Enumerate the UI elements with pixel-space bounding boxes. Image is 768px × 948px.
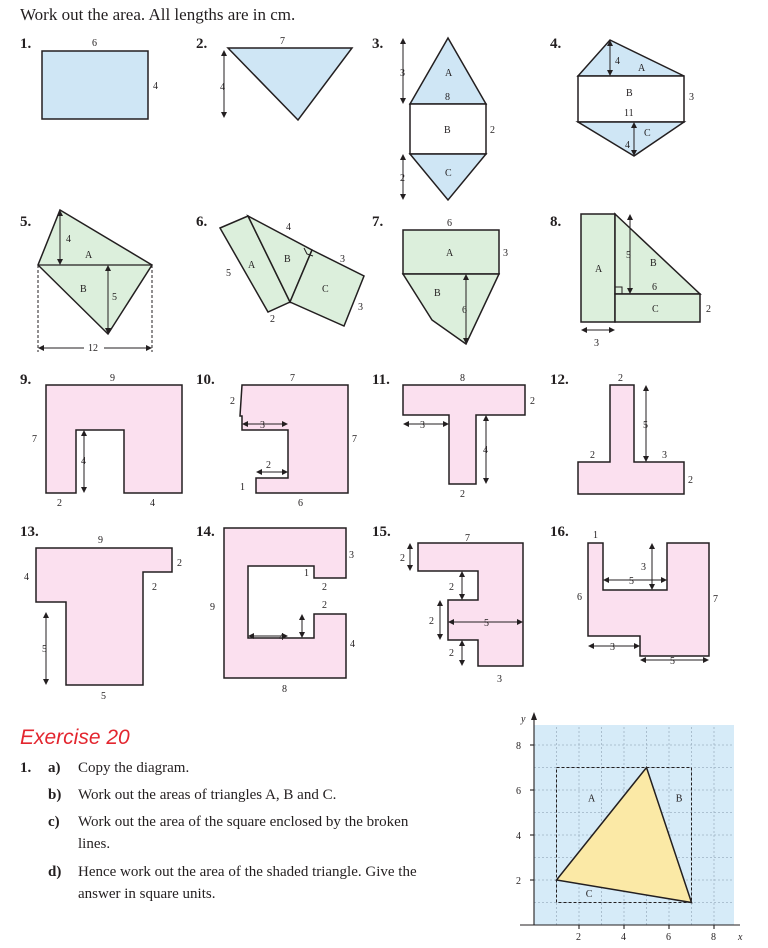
question-number: 6.: [196, 214, 208, 230]
triangle-b: [403, 274, 499, 344]
x-tick-label: 4: [621, 932, 626, 943]
width-label: 5: [484, 618, 489, 629]
question-number: 9.: [20, 372, 32, 388]
length-label: 2: [152, 582, 157, 593]
length-label: 3: [358, 302, 363, 313]
height-label: 5: [112, 292, 117, 303]
question-number: 11.: [372, 372, 390, 388]
length-label: 2: [460, 489, 465, 500]
region-label: C: [322, 284, 329, 295]
length-label: 1: [304, 568, 309, 579]
length-label: 7: [290, 373, 295, 384]
region-label: B: [650, 258, 657, 269]
t-shape: [403, 385, 525, 484]
region-label: C: [445, 168, 452, 179]
question-16: [550, 524, 718, 667]
c-shape: [240, 385, 348, 493]
question-number: 4.: [550, 36, 562, 52]
length-label: 4: [350, 639, 355, 650]
height-label: 5: [643, 420, 648, 431]
length-label: 2: [706, 304, 711, 315]
part-letter: b): [48, 787, 62, 803]
length-label: 6: [298, 498, 303, 509]
width-label: 5: [629, 576, 634, 587]
question-number: 8.: [550, 214, 562, 230]
triangle-label-b: B: [675, 793, 683, 805]
region-label: B: [80, 284, 87, 295]
x-ticks: [576, 925, 716, 943]
region-label: C: [644, 128, 651, 139]
length-label: 8: [282, 684, 287, 695]
region-label: B: [434, 288, 441, 299]
part-text: answer in square units.: [78, 886, 216, 902]
region-label: A: [638, 63, 646, 74]
question-number: 1.: [20, 36, 32, 52]
height-label: 4: [625, 140, 630, 151]
height-label: 4: [483, 445, 488, 456]
stepped-shape: [418, 543, 523, 666]
question-number: 12.: [550, 372, 569, 388]
length-label: 2: [322, 600, 327, 611]
length-label: 2: [322, 582, 327, 593]
exercise-title: Exercise 20: [20, 726, 130, 749]
length-label: 7: [32, 434, 37, 445]
stepped-shape: [588, 543, 709, 656]
width-label: 3: [594, 338, 599, 349]
length-label: 2: [590, 450, 595, 461]
length-label: 9: [110, 373, 115, 384]
question-number: 15.: [372, 524, 391, 540]
x-tick-label: 8: [711, 932, 716, 943]
y-tick-label: 4: [516, 831, 521, 842]
width-label: 12: [88, 343, 98, 354]
question-number: 13.: [20, 524, 39, 540]
length-label: 3: [340, 254, 345, 265]
length-label: 8: [460, 373, 465, 384]
inverted-t-shape: [578, 385, 684, 494]
height-label: 2: [400, 173, 405, 184]
length-label: 6: [652, 282, 657, 293]
question-14: [196, 524, 355, 695]
length-label: 9: [210, 602, 215, 613]
length-label: 9: [98, 535, 103, 546]
region-label: A: [595, 264, 603, 275]
length-label: 4: [286, 222, 291, 233]
part-letter: a): [48, 760, 61, 776]
part-text: Hence work out the area of the shaded triangle. Give the: [78, 864, 417, 880]
question-11: [372, 372, 535, 500]
question-13: [20, 524, 182, 702]
part-text: Copy the diagram.: [78, 760, 190, 776]
length-label: 6: [92, 38, 97, 49]
length-label: 2: [57, 498, 62, 509]
question-number: 10.: [196, 372, 215, 388]
length-label: 6: [577, 592, 582, 603]
triangle-shape: [228, 48, 352, 120]
length-label: 4: [153, 81, 158, 92]
length-label: 3: [497, 674, 502, 685]
height-label: 6: [462, 305, 467, 316]
triangle-label-c: C: [585, 888, 593, 900]
region-label: B: [284, 254, 291, 265]
question-15: [372, 524, 523, 685]
y-tick-label: 8: [516, 741, 521, 752]
region-label: A: [85, 250, 93, 261]
question-number: 16.: [550, 524, 569, 540]
length-label: 5: [101, 691, 106, 702]
question-number: 1.: [20, 760, 32, 776]
question-9: [20, 372, 182, 509]
length-label: 6: [447, 218, 452, 229]
instructions-heading: Work out the area. All lengths are in cm.: [20, 5, 296, 24]
question-4: [550, 36, 694, 156]
height-label: 3: [641, 562, 646, 573]
part-letter: c): [48, 814, 60, 830]
height-label: 4: [615, 56, 620, 67]
part-letter: d): [48, 864, 62, 880]
question-8: [550, 214, 711, 349]
triangle-a: [578, 40, 684, 76]
exercise-20: [20, 726, 417, 902]
question-12: [550, 372, 693, 494]
y-axis-label: y: [521, 714, 526, 725]
region-label: B: [626, 88, 633, 99]
length-label: 7: [280, 36, 285, 47]
length-label: 2: [177, 558, 182, 569]
triangle-label-a: A: [588, 793, 596, 805]
y-ticks: [516, 741, 534, 887]
length-label: 11: [624, 108, 634, 119]
question-10: [196, 372, 357, 509]
length-label: 2: [618, 373, 623, 384]
quadrilateral-shape: [38, 210, 152, 334]
question-number: 5.: [20, 214, 32, 230]
height-label: 5: [626, 250, 631, 261]
length-label: 2: [490, 125, 495, 136]
question-number: 7.: [372, 214, 384, 230]
part-text: Work out the area of the square enclosed by the broken: [78, 814, 409, 830]
length-label: 3: [662, 450, 667, 461]
x-axis-label: x: [738, 932, 743, 943]
height-label: 4: [220, 82, 225, 93]
length-label: 7: [465, 533, 470, 544]
length-label: 1: [240, 482, 245, 493]
coordinate-grid: [516, 712, 743, 943]
t-shape: [36, 548, 172, 685]
height-label: 3: [400, 68, 405, 79]
width-label: 2: [266, 460, 271, 471]
length-label: 2: [230, 396, 235, 407]
question-1: [20, 36, 158, 119]
x-tick-label: 6: [666, 932, 671, 943]
c-shape: [224, 528, 346, 678]
length-label: 4: [24, 572, 29, 583]
y-tick-label: 2: [516, 876, 521, 887]
height-label: 4: [66, 234, 71, 245]
length-label: 2: [530, 396, 535, 407]
question-number: 2.: [196, 36, 208, 52]
question-6: [196, 214, 364, 326]
question-number: 3.: [372, 36, 384, 52]
length-label: 2: [270, 314, 275, 325]
length-label: 3: [689, 92, 694, 103]
height-label: 5: [42, 644, 47, 655]
part-text: Work out the areas of triangles A, B and C.: [78, 787, 337, 803]
rectangle-shape: [42, 51, 148, 119]
width-label: 5: [670, 656, 675, 667]
length-label: 7: [352, 434, 357, 445]
height-label: 2: [429, 616, 434, 627]
length-label: 4: [150, 498, 155, 509]
length-label: 2: [688, 475, 693, 486]
height-label: 2: [449, 582, 454, 593]
width-label: 4: [279, 632, 284, 643]
width-label: 3: [260, 420, 265, 431]
length-label: 7: [713, 594, 718, 605]
region-label: C: [652, 304, 659, 315]
y-tick-label: 6: [516, 786, 521, 797]
length-label: 3: [349, 550, 354, 561]
width-label: 3: [420, 420, 425, 431]
length-label: 3: [503, 248, 508, 259]
length-label: 8: [445, 92, 450, 103]
arch-shape: [46, 385, 182, 493]
height-label: 4: [81, 456, 86, 467]
question-2: [196, 36, 352, 120]
part-text: lines.: [78, 836, 111, 852]
question-7: [372, 214, 508, 344]
region-label: B: [444, 125, 451, 136]
width-label: 3: [610, 642, 615, 653]
x-tick-label: 2: [576, 932, 581, 943]
question-number: 14.: [196, 524, 215, 540]
question-3: [372, 36, 495, 200]
question-5: [20, 210, 152, 354]
region-label: A: [446, 248, 454, 259]
triangle-c: [578, 122, 684, 156]
length-label: 5: [226, 268, 231, 279]
length-label: 1: [593, 530, 598, 541]
height-label: 2: [400, 553, 405, 564]
height-label: 2: [449, 648, 454, 659]
region-label: A: [248, 260, 256, 271]
region-label: A: [445, 68, 453, 79]
